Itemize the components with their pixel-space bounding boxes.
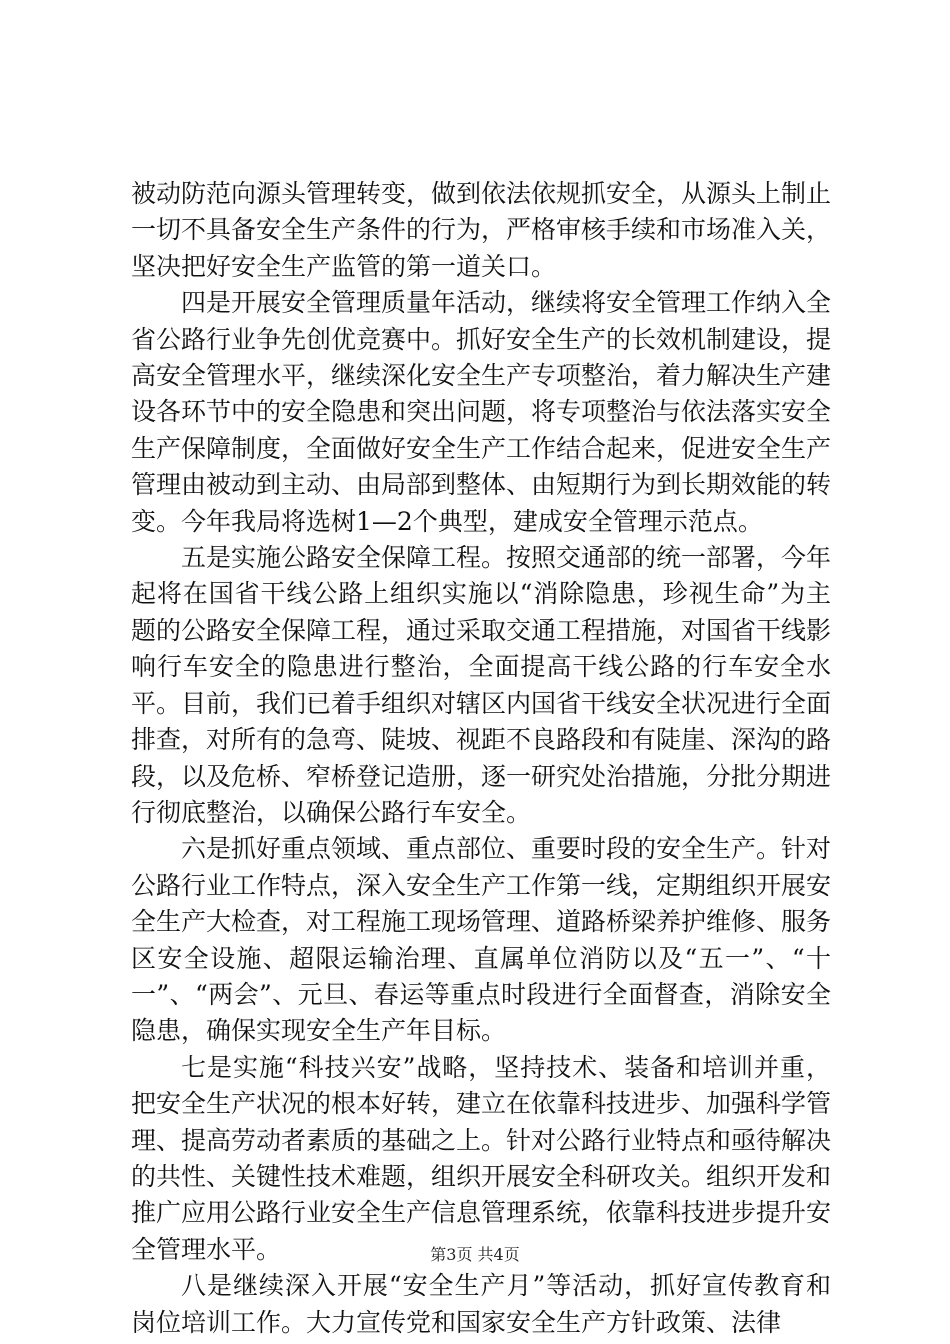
document-body	[131, 176, 831, 1341]
paragraph-5: 七是实施“科技兴安”战略，坚持技术、装备和培训并重，把安全生产状况的根本好转，建立在依靠科技进步、加强科学管理、提高劳动者素质的基础之上。针对公路行业特点和亟待解决的共性、关键性技术难题，组织开展安全科研攻关。组织开发和推广应用公路行业安全生产信息管理系统，依靠科技进步提升安全管理水平。	[131, 1052, 832, 1264]
paragraph-4: 六是抓好重点领域、重点部位、重要时段的安全生产。针对公路行业工作特点，深入安全生产工作第一线，定期组织开展安全生产大检查，对工程施工现场管理、道路桥梁养护维修、服务区安全设施、超限运输治理、直属单位消防以及“五一”、“十一”、“两会”、元旦、春运等重点时段进行全面督查，消除安全隐患，确保实现安全生产年目标。	[131, 834, 832, 1046]
paragraph-6: 八是继续深入开展“安全生产月”等活动，抓好宣传教育和岗位培训工作。大力宣传党和国家安全生产方针政策、法律	[131, 1271, 831, 1337]
paragraph-3: 五是实施公路安全保障工程。按照交通部的统一部署，今年起将在国省干线公路上组织实施以“消除隐患，珍视生命”为主题的公路安全保障工程，通过采取交通工程措施，对国省干线影响行车安全的隐患进行整治，全面提高干线公路的行车安全水平。目前，我们已着手组织对辖区内国省干线安全状况进行全面排查，对所有的急弯、陡坡、视距不良路段和有陡崖、深沟的路段，以及危桥、窄桥登记造册，逐一研究处治措施，分批分期进行彻底整治，以确保公路行车安全。	[131, 543, 832, 827]
paragraph-1: 被动防范向源头管理转变，做到依法依规抓安全，从源头上制止一切不具备安全生产条件的行为，严格审核手续和市场准入关，坚决把好安全生产监管的第一道关口。	[131, 179, 832, 281]
paragraph-2: 四是开展安全管理质量年活动，继续将安全管理工作纳入全省公路行业争先创优竞赛中。抓好安全生产的长效机制建设，提高安全管理水平，继续深化安全生产专项整治，着力解决生产建设各环节中的安全隐患和突出问题，将专项整治与依法落实安全生产保障制度，全面做好安全生产工作结合起来，促进安全生产管理由被动到主动、由局部到整体、由短期行为到长期效能的转变。今年我局将选树1—2个典型，建成安全管理示范点。	[131, 288, 832, 536]
page-footer: 第3页 共4页	[430, 1245, 520, 1264]
